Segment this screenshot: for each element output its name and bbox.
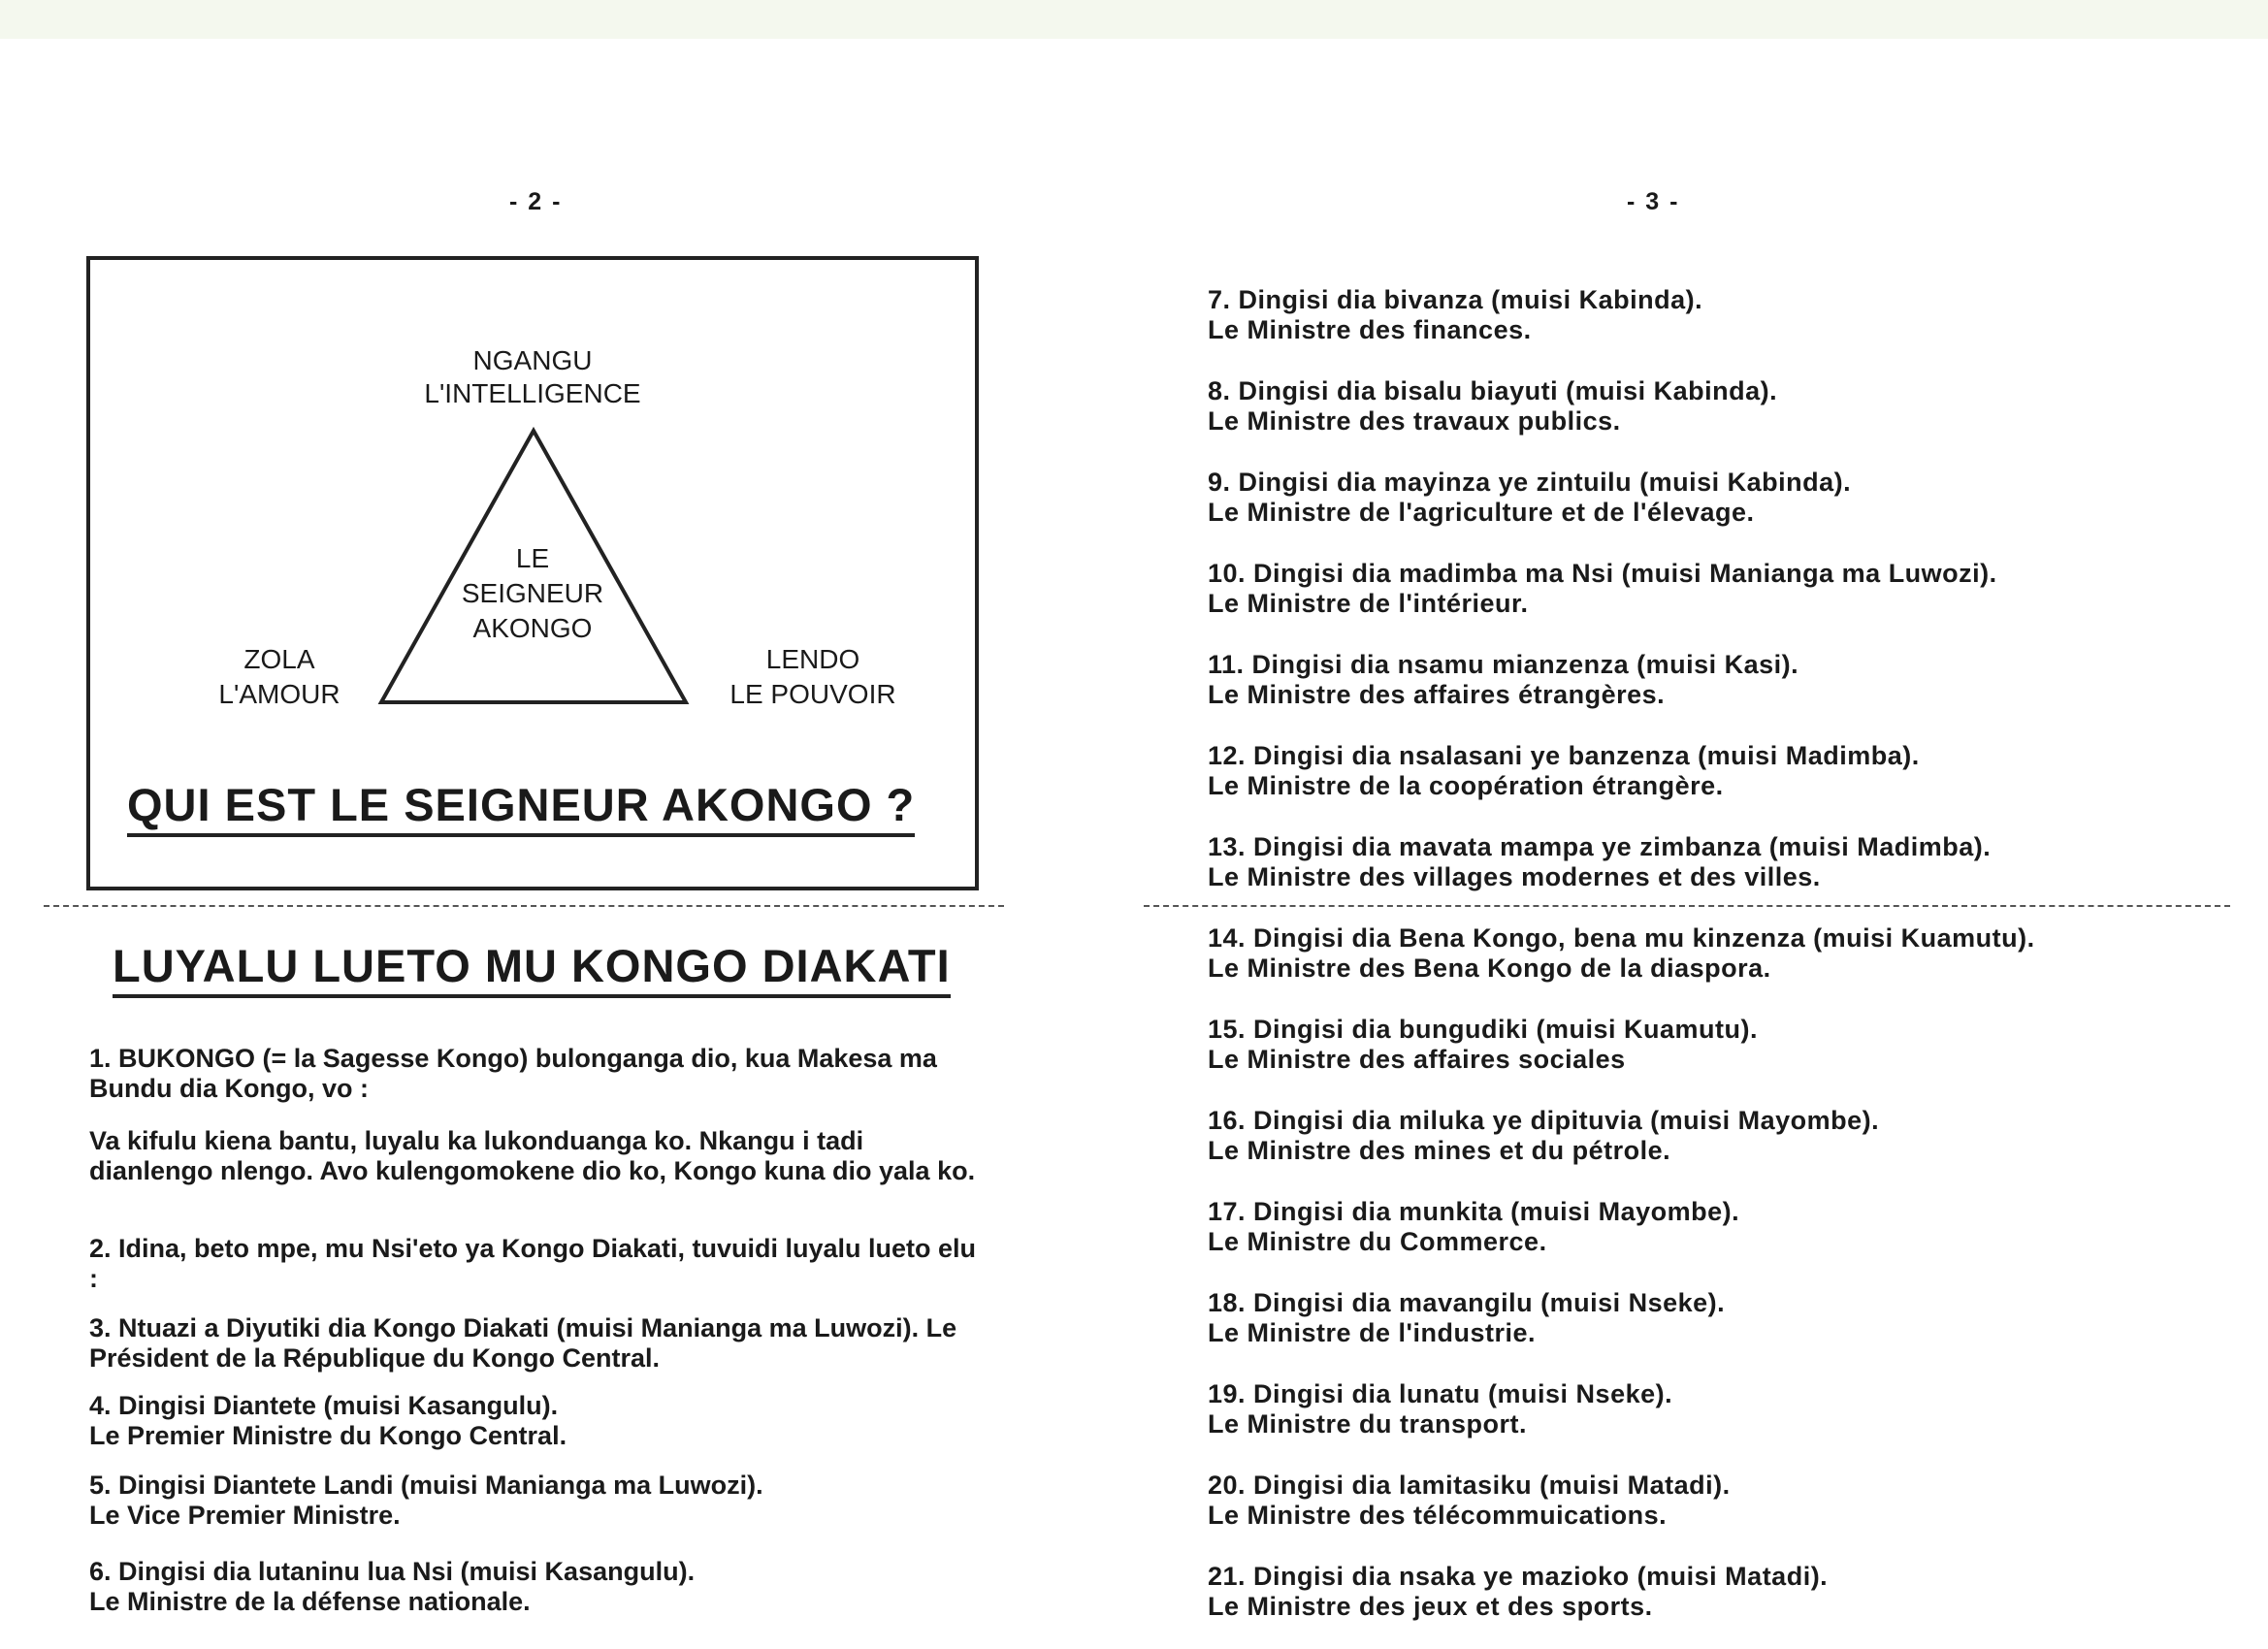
triangle-diagram-box xyxy=(86,256,979,890)
left-label-line1: ZOLA xyxy=(243,644,315,674)
ministry-entry: 12. Dingisi dia nsalasani ye banzenza (muisi Madimba). Le Ministre de la coopération étrangère. xyxy=(1208,741,1920,800)
section-title: LUYALU LUETO MU KONGO DIAKATI xyxy=(113,939,951,998)
divider xyxy=(44,905,1004,907)
paragraph: 2. Idina, beto mpe, mu Nsi'eto ya Kongo Diakati, tuvuidi luyalu lueto elu : xyxy=(89,1234,977,1293)
scan-top-band xyxy=(0,0,2268,39)
apex-label-line1: NGANGU xyxy=(472,345,593,375)
page-number: - 2 - xyxy=(509,188,563,215)
ministry-entry: 7. Dingisi dia bivanza (muisi Kabinda). Le Ministre des finances. xyxy=(1208,285,1703,344)
ministry-entry: 6. Dingisi dia lutaninu lua Nsi (muisi Kasangulu). Le Ministre de la défense nationale. xyxy=(89,1557,696,1616)
ministry-entry: 18. Dingisi dia mavangilu (muisi Nseke). Le Ministre de l'industrie. xyxy=(1208,1288,1726,1347)
right-label-line2: LE POUVOIR xyxy=(729,679,896,709)
ministry-entry: 13. Dingisi dia mavata mampa ye zimbanza (muisi Madimba). Le Ministre des villages modernes et des villes. xyxy=(1208,832,1992,891)
ministry-entry: 17. Dingisi dia munkita (muisi Mayombe). Le Ministre du Commerce. xyxy=(1208,1197,1740,1256)
page-number: - 3 - xyxy=(1627,188,1680,215)
paragraph: Va kifulu kiena bantu, luyalu ka lukonduanga ko. Nkangu i tadi dianlengo nlengo. Avo kulengomokene dio ko, Kongo kuna dio yala ko. xyxy=(89,1126,976,1185)
center-label-line2: SEIGNEUR xyxy=(461,578,604,608)
ministry-entry: 15. Dingisi dia bungudiki (muisi Kuamutu). Le Ministre des affaires sociales xyxy=(1208,1015,1759,1074)
page-3 xyxy=(1134,39,2268,1649)
ministry-entry: 11. Dingisi dia nsamu mianzenza (muisi Kasi). Le Ministre des affaires étrangères. xyxy=(1208,650,1799,709)
center-label-line3: AKONGO xyxy=(472,613,593,643)
center-label-line1: LE xyxy=(515,543,550,573)
ministry-entry: 21. Dingisi dia nsaka ye mazioko (muisi Matadi). Le Ministre des jeux et des sports. xyxy=(1208,1562,1829,1621)
ministry-entry: 5. Dingisi Diantete Landi (muisi Manianga ma Luwozi). Le Vice Premier Ministre. xyxy=(89,1471,763,1530)
apex-label-line2: L'INTELLIGENCE xyxy=(424,378,641,408)
ministry-entry: 4. Dingisi Diantete (muisi Kasangulu). Le Premier Ministre du Kongo Central. xyxy=(89,1391,567,1450)
paragraph: 1. BUKONGO (= la Sagesse Kongo) bulonganga dio, kua Makesa ma Bundu dia Kongo, vo : xyxy=(89,1044,937,1103)
ministry-entry: 16. Dingisi dia miluka ye dipituvia (muisi Mayombe). Le Ministre des mines et du pétrole. xyxy=(1208,1106,1880,1165)
ministry-entry: 14. Dingisi dia Bena Kongo, bena mu kinzenza (muisi Kuamutu). Le Ministre des Bena Kongo de la diaspora. xyxy=(1208,923,2035,983)
ministry-entry: 20. Dingisi dia lamitasiku (muisi Matadi). Le Ministre des télécommuications. xyxy=(1208,1471,1731,1530)
ministry-entry: 9. Dingisi dia mayinza ye zintuilu (muisi Kabinda). Le Ministre de l'agriculture et de l'élevage. xyxy=(1208,468,1852,527)
ministry-entry: 19. Dingisi dia lunatu (muisi Nseke). Le Ministre du transport. xyxy=(1208,1379,1673,1439)
page-2 xyxy=(0,39,1134,1649)
left-label-line2: L'AMOUR xyxy=(218,679,340,709)
ministry-entry: 8. Dingisi dia bisalu biayuti (muisi Kabinda). Le Ministre des travaux publics. xyxy=(1208,376,1778,436)
diagram-title: QUI EST LE SEIGNEUR AKONGO ? xyxy=(127,778,915,837)
ministry-entry: 10. Dingisi dia madimba ma Nsi (muisi Manianga ma Luwozi). Le Ministre de l'intérieur. xyxy=(1208,559,1997,618)
paragraph: 3. Ntuazi a Diyutiki dia Kongo Diakati (muisi Manianga ma Luwozi). Le Président de la République du Kongo Central. xyxy=(89,1313,957,1373)
right-label-line1: LENDO xyxy=(765,644,860,674)
divider xyxy=(1144,905,2230,907)
